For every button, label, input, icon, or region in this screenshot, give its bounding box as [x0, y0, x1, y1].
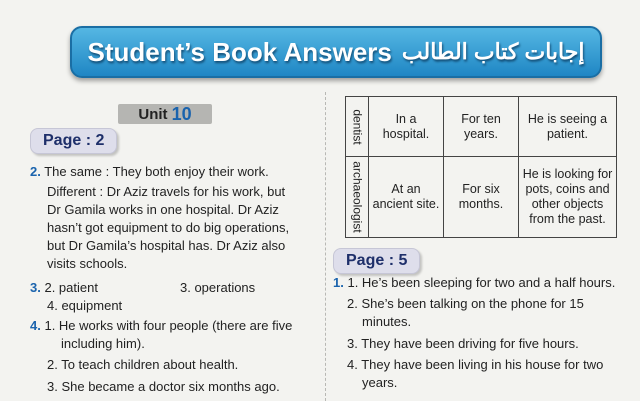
q4-item: 2. To teach children about health.	[47, 357, 239, 372]
banner-title-en: Student’s Book Answers	[87, 36, 392, 67]
p5-item: 1. He’s been sleeping for two and a half hours.	[347, 275, 616, 290]
q3-answer-2: 2. patient	[44, 280, 98, 295]
table-cell: For ten years.	[444, 97, 519, 157]
q2-same	[30, 163, 269, 181]
p5-item: 3. They have been driving for five hours.	[347, 336, 579, 351]
unit-number: 10	[171, 103, 192, 124]
p5-q-number: 1.	[333, 275, 344, 290]
q4-item: 3. She became a doctor six months ago.	[47, 379, 280, 394]
p5-item: minutes.	[362, 314, 412, 329]
table-cell: For six months.	[444, 157, 519, 238]
q4-item: 1. He works with four people (there are five	[44, 318, 293, 333]
table-row	[346, 97, 617, 157]
q4-number: 4.	[30, 318, 41, 333]
table-cell: He is looking for pots, coins and other objects from the past.	[519, 157, 617, 238]
q2-diff-line: Dr Gamila works in one hospital. Dr Aziz	[47, 202, 279, 217]
table-cell: At an ancient site.	[369, 157, 444, 238]
page-2-label: Page : 2	[30, 128, 117, 154]
q2-same-text: The same : They both enjoy their work.	[44, 164, 269, 179]
table-cell-role: dentist	[346, 97, 369, 157]
page-5-label: Page : 5	[333, 248, 420, 274]
table-cell: In a hospital.	[369, 97, 444, 157]
header-banner	[70, 26, 602, 78]
q2-diff-line: visits schools.	[47, 256, 128, 271]
unit-label: Unit	[138, 105, 168, 123]
unit-badge	[118, 104, 212, 124]
banner-title-ar: إجابات كتاب الطالب	[401, 39, 585, 64]
q3-line	[30, 279, 98, 297]
q2-diff-line: but Dr Gamila’s hospital has. Dr Aziz also	[47, 238, 286, 253]
q3-number: 3.	[30, 280, 41, 295]
q2-diff-line: Different : Dr Aziz travels for his work, but	[47, 184, 286, 199]
p5-item: 2. She’s been talking on the phone for 15	[347, 296, 584, 311]
q4-item: including him).	[61, 336, 145, 351]
q3-answer-4: 4. equipment	[47, 298, 123, 313]
p5-line	[333, 274, 615, 292]
column-divider	[325, 92, 326, 401]
answer-table	[345, 96, 617, 238]
p5-item: 4. They have been living in his house for two	[347, 357, 604, 372]
q2-diff-line: hasn’t got equipment to do big operations,	[47, 220, 290, 235]
p5-item: years.	[362, 375, 398, 390]
show-through-text	[40, 96, 100, 126]
q2-number: 2.	[30, 164, 41, 179]
table-row	[346, 157, 617, 238]
table-cell-role: archaeologist	[346, 157, 369, 238]
q3-answer-3: 3. operations	[180, 280, 256, 295]
table-cell: He is seeing a patient.	[519, 97, 617, 157]
q4-line	[30, 317, 292, 335]
